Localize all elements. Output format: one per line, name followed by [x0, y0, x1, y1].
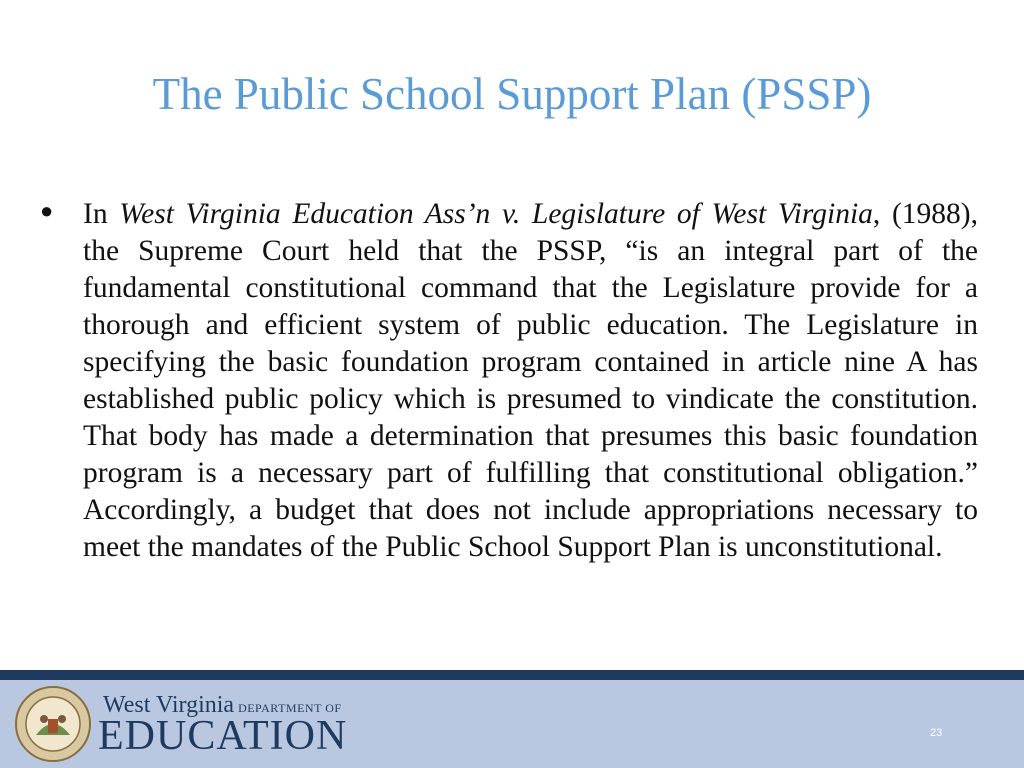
- case-name: West Virginia Education Ass’n v. Legislature of West Virginia: [119, 198, 873, 230]
- slide-title: The Public School Support Plan (PSSP): [152, 69, 872, 119]
- bullet-body: , (1988), the Supreme Court held that the PSSP, “is an integral part of the fundamental constitutional command that the Legislature provide for a thorough and efficient system of public education. The Legislature in specifying the basic foundation program contained in article nine A has established public policy which is presumed to vindicate the constitution. That body has made a determination that presumes this basic foundation program is a necessary part of fulfilling that constitutional obligation.” Accordingly, a budget that does not include appropriations necessary to meet the mandates of the Public School Support Plan is unconstitutional.: [83, 198, 978, 563]
- logo-dept: DEPARTMENT OF: [238, 701, 342, 715]
- bullet-text: [83, 196, 978, 566]
- bullet-dot-icon: ●: [40, 198, 54, 223]
- logo-education: EDUCATION: [98, 713, 348, 759]
- page-number: 23: [930, 727, 943, 739]
- footer-rule: [0, 670, 1024, 680]
- state-seal-icon: [14, 685, 92, 763]
- logo-line1: West Virginia: [103, 692, 235, 718]
- bullet-lead: In: [83, 198, 120, 230]
